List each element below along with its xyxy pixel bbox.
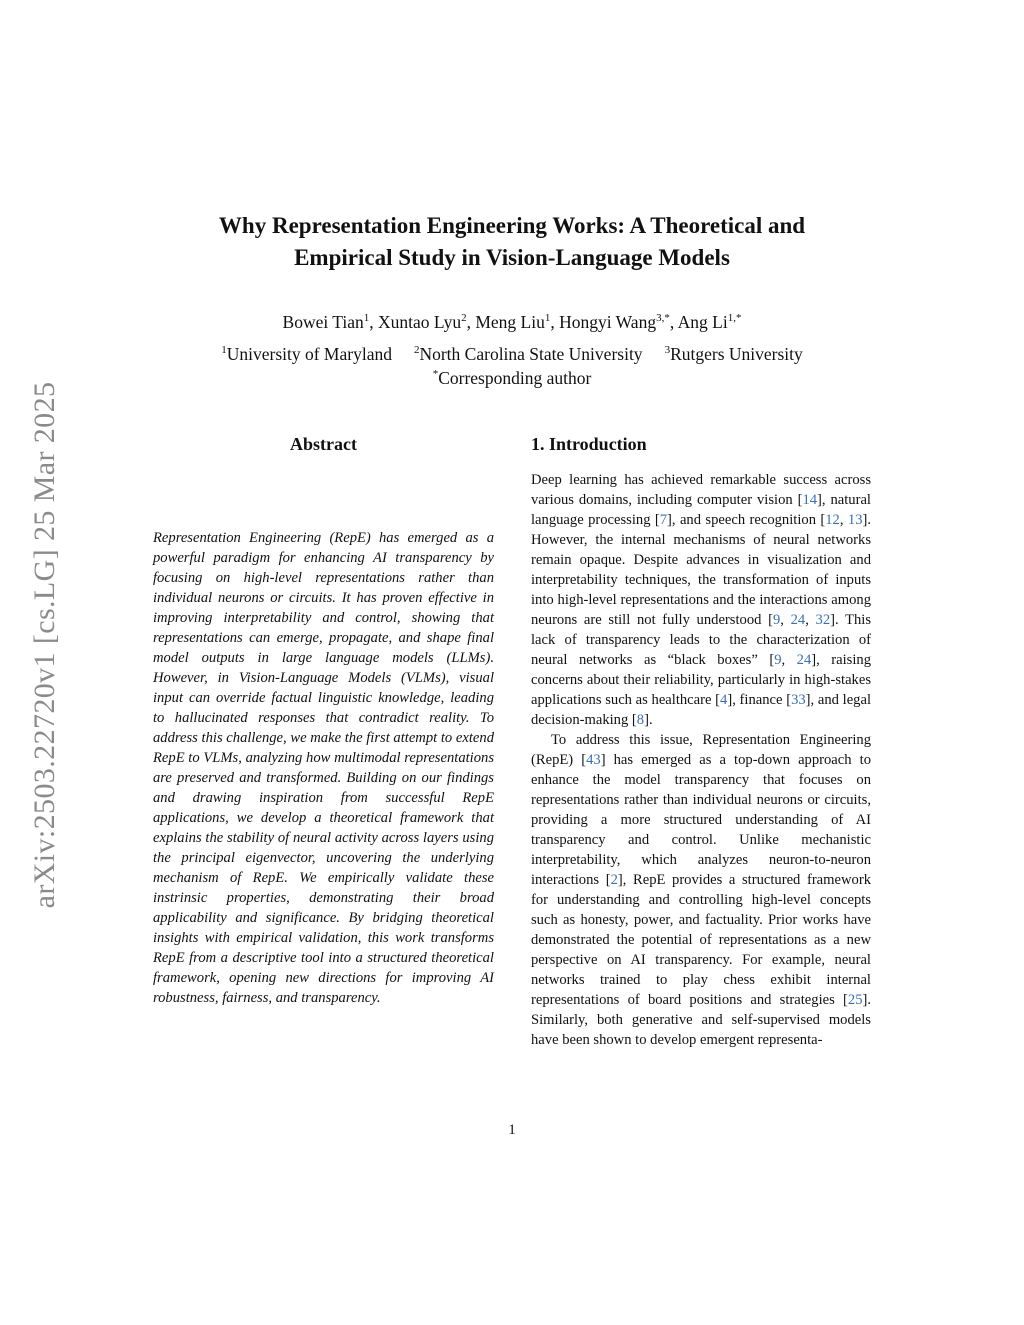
- citation-link[interactable]: 14: [802, 492, 818, 508]
- author-name: Bowei Tian: [282, 312, 364, 332]
- author-name: Ang Li: [677, 312, 728, 332]
- affiliation-name: Rutgers University: [670, 344, 803, 364]
- introduction-body: [531, 470, 871, 1050]
- citation-link[interactable]: 13: [847, 512, 863, 528]
- citation-link[interactable]: 33: [791, 692, 806, 708]
- abstract-heading: Abstract: [290, 434, 357, 454]
- affiliation-name: North Carolina State University: [419, 344, 643, 364]
- affiliation-name: University of Maryland: [226, 344, 392, 364]
- affiliation-mark: 2: [413, 344, 420, 356]
- affiliation-list: [100, 342, 924, 366]
- author-affiliation-mark: 3,*: [656, 312, 670, 324]
- citation-link[interactable]: 8: [636, 712, 645, 728]
- citation-link[interactable]: 2: [610, 872, 618, 888]
- affiliation-mark: 1: [221, 344, 227, 356]
- corresponding-mark: *: [432, 368, 439, 380]
- author-affiliation-mark: 1: [544, 312, 551, 324]
- citation-link[interactable]: 25: [847, 992, 863, 1008]
- citation-link[interactable]: 24: [796, 652, 812, 668]
- citation-link[interactable]: 43: [586, 752, 601, 768]
- citation-link[interactable]: 9: [774, 652, 782, 668]
- author-affiliation-mark: 1,*: [727, 312, 742, 324]
- author-name: Meng Liu: [475, 312, 545, 332]
- author-name: Hongyi Wang: [559, 312, 657, 332]
- affiliation-mark: 3: [664, 344, 671, 356]
- abstract-body: Representation Engineering (RepE) has emerged as a powerful paradigm for enhancing AI transparency by focusing on high-level representations rather than individual neurons or circuits. It has proven effective in improving interpretability and control, showing that representations can emerge, propagate, and shape final model outputs in large language models (LLMs). However, in Vision-Language Models (VLMs), visual input can override factual linguistic knowledge, leading to hallucinated responses that contradict reality. To address this challenge, we make the first attempt to extend RepE to VLMs, analyzing how multimodal representations are preserved and transformed. Building on our findings and drawing inspiration from successful RepE applications, we develop a theoretical framework that explains the stability of neural activity across layers using the principal eigenvector, uncovering the underlying mechanism of RepE. We empirically validate these instrinsic properties, demonstrating their broad applicability and significance. By bridging theoretical insights with empirical validation, this work transforms RepE from a descriptive tool into a structured theoretical framework, opening new directions for improving AI robustness, fairness, and transparency.: [153, 530, 494, 1006]
- arxiv-stamp: arXiv:2503.22720v1 [cs.LG] 25 Mar 2025: [28, 381, 61, 909]
- paper-title: [100, 210, 924, 274]
- citation-link[interactable]: 4: [720, 692, 728, 708]
- corresponding-note: [100, 366, 924, 390]
- introduction-paragraph: Deep learning has achieved remarkable success across various domains, including computer vision [14], natural language processing [7], and speech recognition [12, 13]. However, the internal mechanisms of neural networks remain opaque. Despite advances in visualization and interpretability techniques, the transformation of inputs into high-level representations and the interactions among neurons are still not fully understood [9, 24, 32]. This lack of transparency leads to the characterization of neural networks as “black boxes” [9, 24], raising concerns about their reliability, particularly in high-stakes applications such as healthcare [4], finance [33], and legal decision-making [8].: [531, 472, 872, 728]
- author-list: Bowei Tian$^1$, Xuntao Lyu$^2$, Meng Liu$^1$, Hongyi Wang$^{3,*}$, Ang $Li^{1,*}$: [282, 312, 742, 332]
- title-line-2: Empirical Study in Vision-Language Models: [294, 245, 730, 270]
- introduction-paragraph: To address this issue, Representation Engineering (RepE) [43] has emerged as a top-down approach to enhance the model transparency that focuses on representations rather than individual neurons or circuits, providing a more structured understanding of AI transparency and control. Unlike mechanistic interpretability, which analyzes neuron-to-neuron interactions [2], RepE provides a structured framework for understanding and controlling high-level concepts such as honesty, power, and factuality. Prior works have demonstrated the potential of representations as a new perspective on AI transparency. For example, neural networks trained to play chess exhibit internal representations of board positions and strategies [25]. Similarly, both generative and self-supervised models have been shown to develop emergent representa-: [531, 732, 871, 1048]
- introduction-heading: 1. Introduction: [531, 434, 647, 454]
- author-affiliation-mark: 1: [363, 312, 370, 324]
- citation-link[interactable]: 12: [825, 512, 840, 528]
- author-affiliation-mark: 2: [461, 312, 467, 324]
- citation-link[interactable]: 9: [772, 612, 781, 628]
- citation-link[interactable]: 32: [815, 612, 831, 628]
- author-name: Xuntao Lyu: [377, 312, 462, 332]
- citation-link[interactable]: 24: [790, 612, 806, 628]
- citation-link[interactable]: 7: [659, 512, 668, 528]
- corresponding-text: Corresponding author: [438, 368, 592, 388]
- page-number: 1: [508, 1122, 516, 1138]
- title-line-1: Why Representation Engineering Works: A Theoretical and: [218, 213, 806, 238]
